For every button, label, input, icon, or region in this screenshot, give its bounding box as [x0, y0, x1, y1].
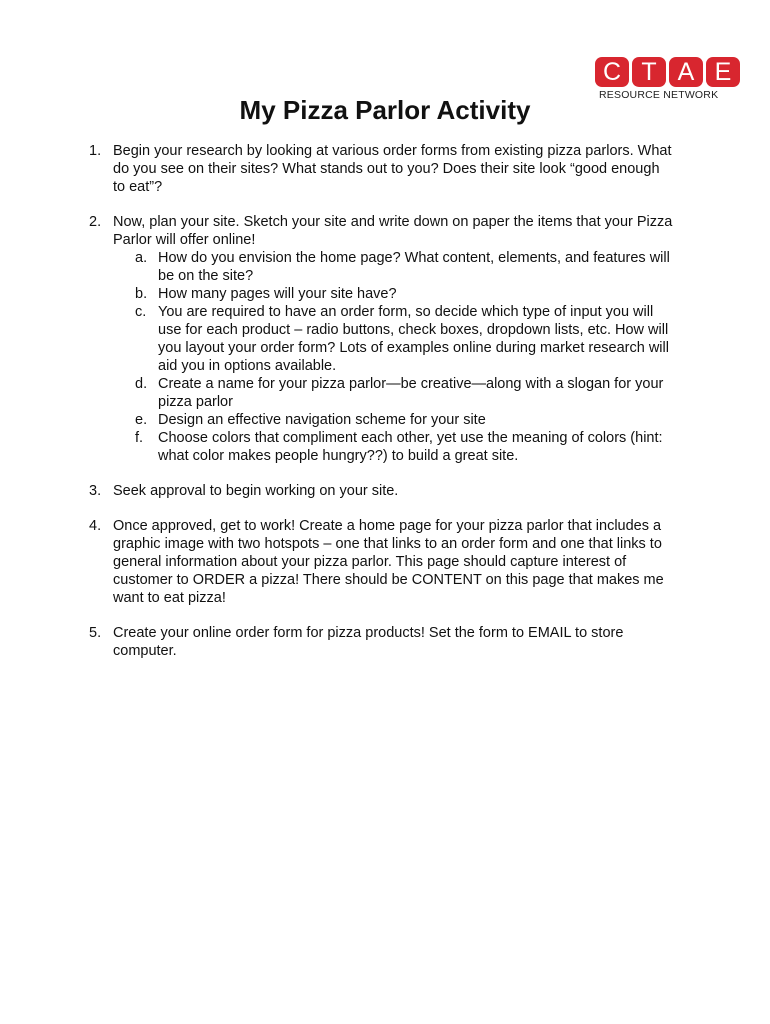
logo-letter-t: T: [632, 57, 666, 87]
sub-item-letter: c.: [135, 304, 147, 320]
list-item-4: [0, 517, 673, 607]
logo-letter-a: A: [669, 57, 703, 87]
sub-item-letter: b.: [135, 286, 148, 302]
sub-item-c: [113, 303, 673, 375]
logo-letter-c: C: [595, 57, 629, 87]
sub-list: [113, 249, 673, 465]
item-number: 2.: [89, 214, 102, 230]
sub-item-text: You are required to have an order form, so decide which type of input you will use for each product – radio buttons, check boxes, dropdown lists, etc. How will you layout your order form? Lots of examples online during market research will aid you in options available.: [158, 304, 669, 374]
sub-item-letter: a.: [135, 250, 148, 266]
item-number: 3.: [89, 483, 102, 499]
item-text: Now, plan your site. Sketch your site and write down on paper the items that your Pizza Parlor will offer online!: [113, 214, 673, 248]
item-text: Begin your research by looking at various order forms from existing pizza parlors. What do you see on their sites? What stands out to you? Does their site look “good enough to eat”?: [113, 143, 672, 195]
sub-item-e: [113, 411, 673, 429]
sub-item-text: Choose colors that compliment each other, yet use the meaning of colors (hint: what color makes people hungry??) to build a great site.: [158, 430, 663, 464]
item-number: 4.: [89, 518, 102, 534]
logo-letter-e: E: [706, 57, 740, 87]
instructions-list: [0, 142, 770, 677]
logo-subtitle: RESOURCE NETWORK: [599, 89, 719, 101]
sub-item-text: Design an effective navigation scheme for your site: [158, 412, 486, 428]
sub-item-f: [113, 429, 673, 465]
item-number: 1.: [89, 143, 102, 159]
sub-item-text: How many pages will your site have?: [158, 286, 397, 302]
sub-item-letter: f.: [135, 430, 144, 446]
item-text: Once approved, get to work! Create a home page for your pizza parlor that includes a graphic image with two hotspots – one that links to an order form and one that links to general information about your pizza parlor. This page should capture interest of customer to ORDER a pizza! There should be CONTENT on this page that makes me want to eat pizza!: [113, 518, 664, 606]
list-item-5: [0, 624, 673, 660]
sub-item-d: [113, 375, 673, 411]
sub-item-letter: d.: [135, 376, 148, 392]
list-item-2: [0, 213, 673, 465]
sub-item-text: How do you envision the home page? What content, elements, and features will be on the site?: [158, 250, 670, 284]
list-item-1: [0, 142, 673, 196]
sub-item-a: [113, 249, 673, 285]
page-title: My Pizza Parlor Activity: [239, 95, 531, 125]
item-number: 5.: [89, 625, 102, 641]
logo-letters: [595, 57, 740, 87]
list-item-3: [0, 482, 673, 500]
item-text: Seek approval to begin working on your site.: [113, 483, 399, 499]
item-text: Create your online order form for pizza products! Set the form to EMAIL to store computer.: [113, 625, 624, 659]
sub-item-b: [113, 285, 673, 303]
sub-item-letter: e.: [135, 412, 148, 428]
sub-item-text: Create a name for your pizza parlor—be creative—along with a slogan for your pizza parlor: [158, 376, 664, 410]
